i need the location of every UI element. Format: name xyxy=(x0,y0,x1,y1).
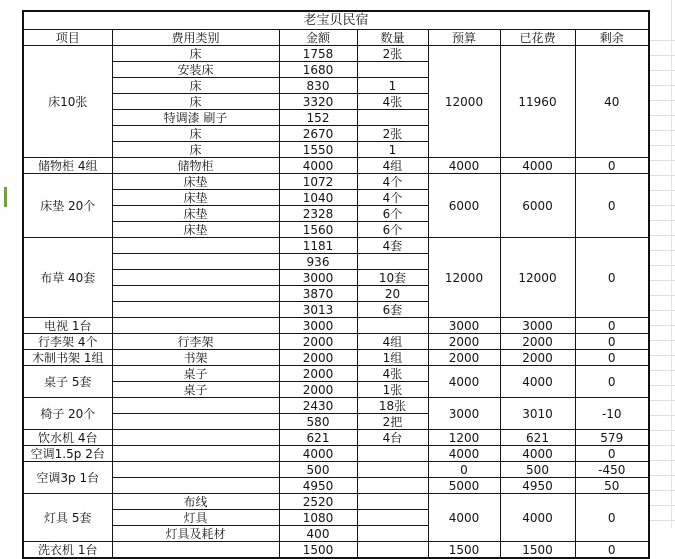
category-cell[interactable]: 床 xyxy=(112,78,279,94)
remain-cell[interactable]: 0 xyxy=(575,238,649,318)
item-cell[interactable]: 床垫 20个 xyxy=(23,174,112,238)
table-row xyxy=(23,238,649,254)
spent-cell[interactable]: 500 xyxy=(500,462,575,478)
amount-cell[interactable]: 2000 xyxy=(279,350,357,366)
qty-cell[interactable] xyxy=(357,510,428,526)
amount-cell[interactable]: 621 xyxy=(279,430,357,446)
qty-cell[interactable]: 2张 xyxy=(357,126,428,142)
category-cell[interactable]: 灯具 xyxy=(112,510,279,526)
category-cell[interactable] xyxy=(112,318,279,334)
category-cell[interactable]: 布线 xyxy=(112,494,279,510)
spent-cell[interactable]: 4000 xyxy=(500,158,575,174)
amount-cell[interactable]: 3870 xyxy=(279,286,357,302)
remain-cell[interactable]: 0 xyxy=(575,542,649,559)
col-header-remain[interactable]: 剩余 xyxy=(575,30,649,46)
category-cell[interactable]: 床 xyxy=(112,94,279,110)
category-cell[interactable]: 桌子 xyxy=(112,366,279,382)
remain-cell[interactable]: -10 xyxy=(575,398,649,430)
qty-cell[interactable]: 1组 xyxy=(357,350,428,366)
remain-cell[interactable]: 0 xyxy=(575,334,649,350)
qty-cell[interactable]: 18张 xyxy=(357,398,428,414)
qty-cell[interactable] xyxy=(357,494,428,510)
amount-cell[interactable]: 1680 xyxy=(279,62,357,78)
amount-cell[interactable]: 3320 xyxy=(279,94,357,110)
amount-cell[interactable]: 500 xyxy=(279,462,357,478)
spent-cell[interactable]: 2000 xyxy=(500,350,575,366)
spent-cell[interactable]: 4000 xyxy=(500,446,575,462)
qty-cell[interactable]: 4台 xyxy=(357,430,428,446)
budget-cell[interactable]: 0 xyxy=(428,462,500,478)
qty-cell[interactable]: 4组 xyxy=(357,334,428,350)
budget-cell[interactable]: 1500 xyxy=(428,542,500,559)
amount-cell[interactable]: 3013 xyxy=(279,302,357,318)
table-row xyxy=(23,158,649,174)
spreadsheet xyxy=(22,10,650,559)
category-cell[interactable]: 行李架 xyxy=(112,334,279,350)
category-cell[interactable]: 床 xyxy=(112,126,279,142)
spent-cell[interactable]: 621 xyxy=(500,430,575,446)
spent-cell[interactable]: 3010 xyxy=(500,398,575,430)
qty-cell[interactable]: 4张 xyxy=(357,94,428,110)
category-cell[interactable] xyxy=(112,302,279,318)
item-cell[interactable]: 桌子 5套 xyxy=(23,366,112,398)
category-cell[interactable] xyxy=(112,462,279,478)
qty-cell[interactable]: 4个 xyxy=(357,174,428,190)
budget-cell[interactable]: 4000 xyxy=(428,158,500,174)
qty-cell[interactable]: 2把 xyxy=(357,414,428,430)
qty-cell[interactable] xyxy=(357,62,428,78)
qty-cell[interactable]: 6个 xyxy=(357,222,428,238)
amount-cell[interactable]: 152 xyxy=(279,110,357,126)
remain-cell[interactable]: 0 xyxy=(575,366,649,398)
table-row xyxy=(23,46,649,62)
category-cell[interactable] xyxy=(112,270,279,286)
table-row xyxy=(23,446,649,462)
amount-cell[interactable]: 1560 xyxy=(279,222,357,238)
spent-cell[interactable]: 3000 xyxy=(500,318,575,334)
col-header-qty[interactable]: 数量 xyxy=(357,30,428,46)
remain-cell[interactable]: -450 xyxy=(575,462,649,478)
qty-cell[interactable] xyxy=(357,478,428,494)
sheet-gridline-vertical xyxy=(671,0,672,528)
category-cell[interactable] xyxy=(112,446,279,462)
green-marker xyxy=(4,187,7,207)
category-cell[interactable]: 特调漆 刷子 xyxy=(112,110,279,126)
qty-cell[interactable]: 1 xyxy=(357,78,428,94)
amount-cell[interactable]: 4000 xyxy=(279,446,357,462)
qty-cell[interactable]: 20 xyxy=(357,286,428,302)
item-cell[interactable]: 空调3p 1台 xyxy=(23,462,112,494)
remain-cell[interactable]: 50 xyxy=(575,478,649,494)
item-cell[interactable]: 床10张 xyxy=(23,46,112,158)
remain-cell[interactable]: 0 xyxy=(575,494,649,542)
budget-cell[interactable]: 2000 xyxy=(428,334,500,350)
spent-cell[interactable]: 6000 xyxy=(500,174,575,238)
table-row xyxy=(23,174,649,190)
category-cell[interactable]: 床垫 xyxy=(112,222,279,238)
budget-cell[interactable]: 1200 xyxy=(428,430,500,446)
amount-cell[interactable]: 830 xyxy=(279,78,357,94)
category-cell[interactable] xyxy=(112,414,279,430)
table-row xyxy=(23,366,649,382)
category-cell[interactable] xyxy=(112,542,279,559)
item-cell[interactable]: 灯具 5套 xyxy=(23,494,112,542)
remain-cell[interactable]: 0 xyxy=(575,158,649,174)
qty-cell[interactable]: 6个 xyxy=(357,206,428,222)
category-cell[interactable]: 灯具及耗材 xyxy=(112,526,279,542)
budget-cell[interactable]: 4000 xyxy=(428,446,500,462)
category-cell[interactable] xyxy=(112,286,279,302)
qty-cell[interactable]: 6套 xyxy=(357,302,428,318)
budget-cell[interactable]: 4000 xyxy=(428,366,500,398)
expense-table xyxy=(22,10,650,559)
category-cell[interactable] xyxy=(112,254,279,270)
qty-cell[interactable] xyxy=(357,110,428,126)
remain-cell[interactable]: 0 xyxy=(575,318,649,334)
budget-cell[interactable]: 6000 xyxy=(428,174,500,238)
amount-cell[interactable]: 1181 xyxy=(279,238,357,254)
budget-cell[interactable]: 12000 xyxy=(428,238,500,318)
item-cell[interactable]: 行李架 4个 xyxy=(23,334,112,350)
qty-cell[interactable]: 4组 xyxy=(357,158,428,174)
qty-cell[interactable] xyxy=(357,254,428,270)
col-header-spent[interactable]: 已花费 xyxy=(500,30,575,46)
category-cell[interactable]: 桌子 xyxy=(112,382,279,398)
item-cell[interactable]: 电视 1台 xyxy=(23,318,112,334)
qty-cell[interactable] xyxy=(357,318,428,334)
qty-cell[interactable]: 1张 xyxy=(357,382,428,398)
col-header-item[interactable]: 项目 xyxy=(23,30,112,46)
table-row xyxy=(23,318,649,334)
category-cell[interactable] xyxy=(112,238,279,254)
amount-cell[interactable]: 2670 xyxy=(279,126,357,142)
category-cell[interactable]: 储物柜 xyxy=(112,158,279,174)
amount-cell[interactable]: 1550 xyxy=(279,142,357,158)
table-row xyxy=(23,430,649,446)
item-cell[interactable]: 储物柜 4组 xyxy=(23,158,112,174)
qty-cell[interactable]: 1 xyxy=(357,142,428,158)
qty-cell[interactable]: 10套 xyxy=(357,270,428,286)
col-header-amount[interactable]: 金额 xyxy=(279,30,357,46)
budget-cell[interactable]: 2000 xyxy=(428,350,500,366)
category-cell[interactable] xyxy=(112,398,279,414)
table-row xyxy=(23,334,649,350)
table-row xyxy=(23,542,649,559)
amount-cell[interactable]: 936 xyxy=(279,254,357,270)
table-row xyxy=(23,478,649,494)
budget-cell[interactable]: 3000 xyxy=(428,398,500,430)
spent-cell[interactable]: 4950 xyxy=(500,478,575,494)
amount-cell[interactable]: 4950 xyxy=(279,478,357,494)
spent-cell[interactable]: 11960 xyxy=(500,46,575,158)
spent-cell[interactable]: 4000 xyxy=(500,366,575,398)
amount-cell[interactable]: 2520 xyxy=(279,494,357,510)
amount-cell[interactable]: 400 xyxy=(279,526,357,542)
item-cell[interactable]: 饮水机 4台 xyxy=(23,430,112,446)
col-header-category[interactable]: 费用类别 xyxy=(112,30,279,46)
amount-cell[interactable]: 3000 xyxy=(279,318,357,334)
qty-cell[interactable] xyxy=(357,446,428,462)
amount-cell[interactable]: 4000 xyxy=(279,158,357,174)
table-row xyxy=(23,350,649,366)
category-cell[interactable]: 床垫 xyxy=(112,190,279,206)
amount-cell[interactable]: 2000 xyxy=(279,382,357,398)
category-cell[interactable]: 安装床 xyxy=(112,62,279,78)
amount-cell[interactable]: 1500 xyxy=(279,542,357,559)
item-cell[interactable]: 木制书架 1组 xyxy=(23,350,112,366)
col-header-budget[interactable]: 预算 xyxy=(428,30,500,46)
expense-table-body xyxy=(23,46,649,559)
budget-cell[interactable]: 5000 xyxy=(428,478,500,494)
item-cell[interactable]: 空调1.5p 2台 xyxy=(23,446,112,462)
qty-cell[interactable]: 4张 xyxy=(357,366,428,382)
title-row xyxy=(23,11,649,30)
spent-cell[interactable]: 2000 xyxy=(500,334,575,350)
amount-cell[interactable]: 1072 xyxy=(279,174,357,190)
budget-cell[interactable]: 4000 xyxy=(428,494,500,542)
qty-cell[interactable]: 4套 xyxy=(357,238,428,254)
item-cell[interactable]: 布草 40套 xyxy=(23,238,112,318)
qty-cell[interactable] xyxy=(357,462,428,478)
category-cell[interactable]: 床垫 xyxy=(112,174,279,190)
category-cell[interactable]: 床垫 xyxy=(112,206,279,222)
spent-cell[interactable]: 4000 xyxy=(500,494,575,542)
spent-cell[interactable]: 1500 xyxy=(500,542,575,559)
amount-cell[interactable]: 580 xyxy=(279,414,357,430)
table-row xyxy=(23,398,649,414)
remain-cell[interactable]: 0 xyxy=(575,446,649,462)
budget-cell[interactable]: 12000 xyxy=(428,46,500,158)
spent-cell[interactable]: 12000 xyxy=(500,238,575,318)
category-cell[interactable]: 书架 xyxy=(112,350,279,366)
qty-cell[interactable]: 4个 xyxy=(357,190,428,206)
amount-cell[interactable]: 2000 xyxy=(279,334,357,350)
table-row xyxy=(23,494,649,510)
qty-cell[interactable] xyxy=(357,542,428,559)
amount-cell[interactable]: 2000 xyxy=(279,366,357,382)
remain-cell[interactable]: 40 xyxy=(575,46,649,158)
qty-cell[interactable]: 2张 xyxy=(357,46,428,62)
amount-cell[interactable]: 1758 xyxy=(279,46,357,62)
sheet-title[interactable]: 老宝贝民宿 xyxy=(23,11,649,30)
amount-cell[interactable]: 1040 xyxy=(279,190,357,206)
category-cell[interactable]: 床 xyxy=(112,142,279,158)
header-row xyxy=(23,30,649,46)
item-cell[interactable]: 洗衣机 1台 xyxy=(23,542,112,559)
remain-cell[interactable]: 0 xyxy=(575,350,649,366)
category-cell[interactable] xyxy=(112,478,279,494)
budget-cell[interactable]: 3000 xyxy=(428,318,500,334)
category-cell[interactable] xyxy=(112,430,279,446)
amount-cell[interactable]: 3000 xyxy=(279,270,357,286)
amount-cell[interactable]: 2328 xyxy=(279,206,357,222)
amount-cell[interactable]: 1080 xyxy=(279,510,357,526)
amount-cell[interactable]: 2430 xyxy=(279,398,357,414)
remain-cell[interactable]: 0 xyxy=(575,174,649,238)
remain-cell[interactable]: 579 xyxy=(575,430,649,446)
table-row xyxy=(23,462,649,478)
item-cell[interactable]: 椅子 20个 xyxy=(23,398,112,430)
category-cell[interactable]: 床 xyxy=(112,46,279,62)
